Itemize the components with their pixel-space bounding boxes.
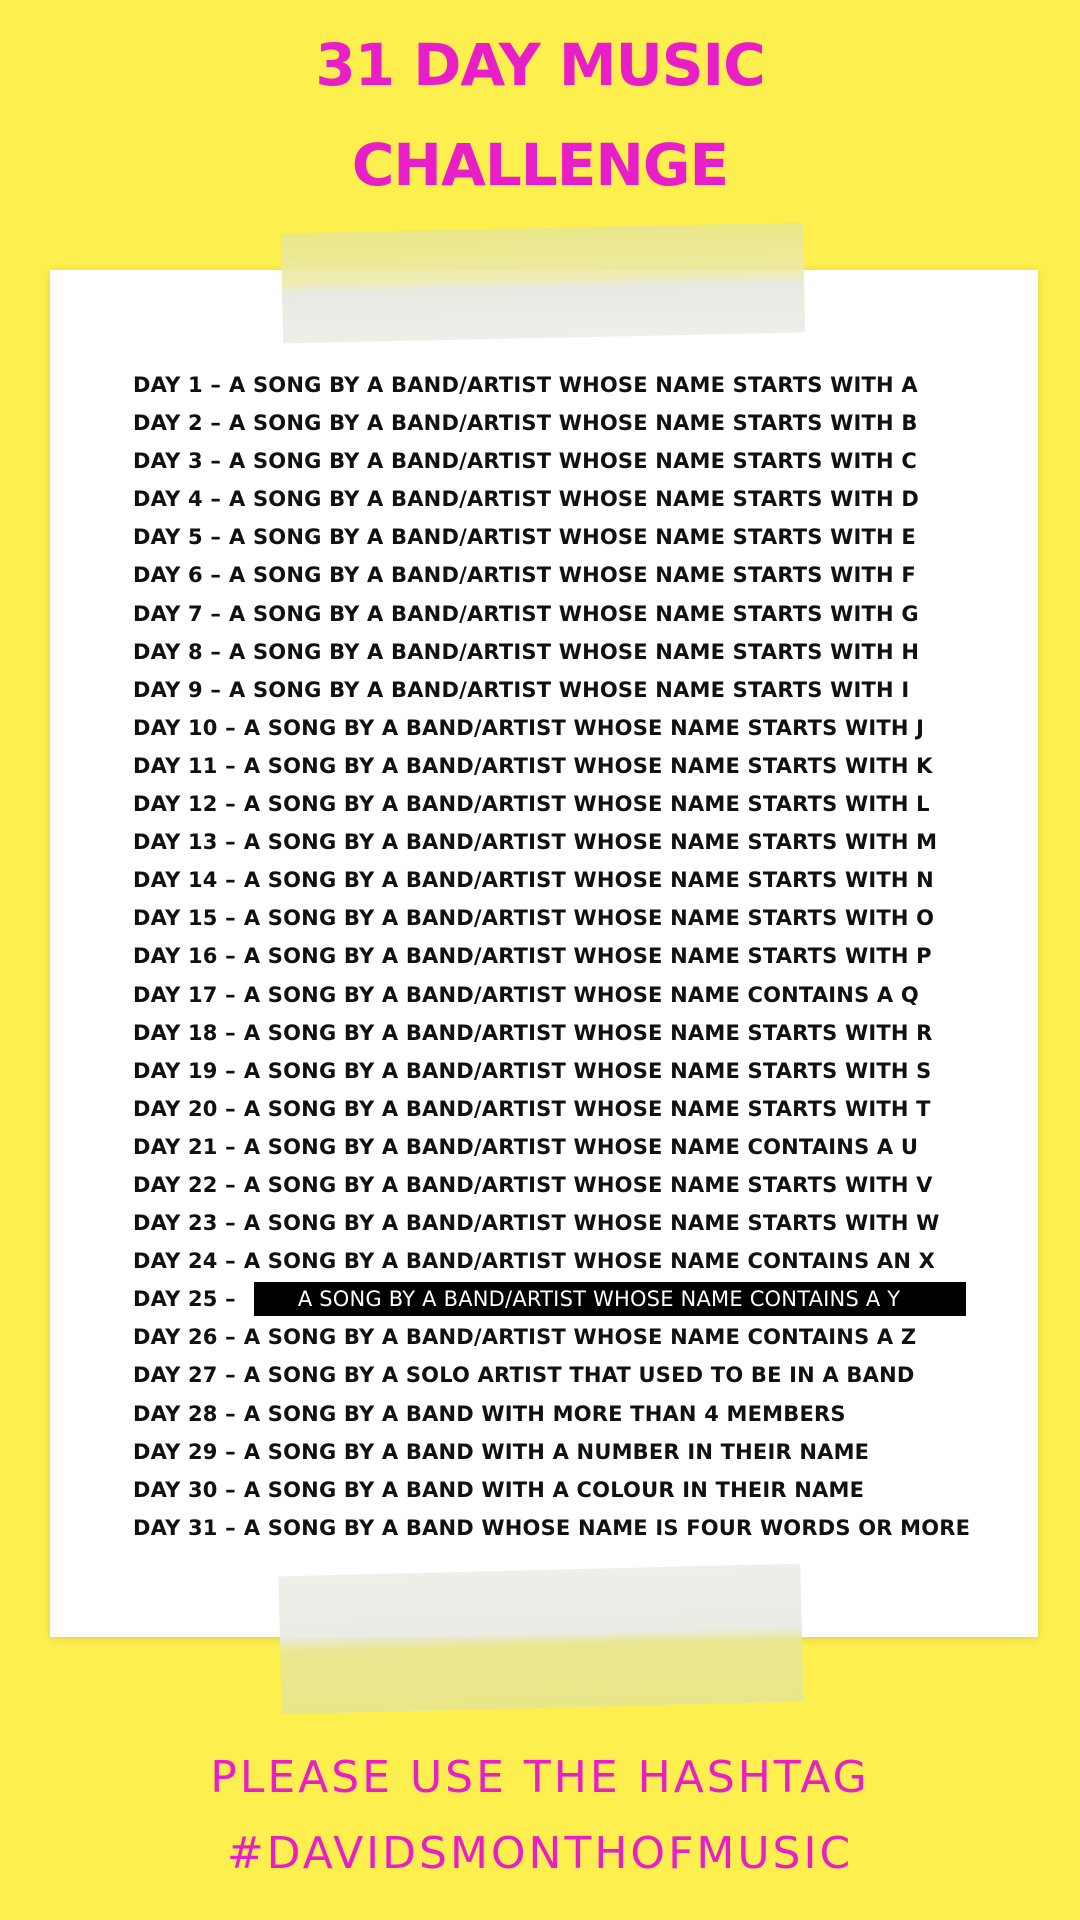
list-item bbox=[133, 633, 970, 671]
hashtag-prompt: PLEASE USE THE HASHTAG bbox=[210, 1752, 870, 1803]
day-label: DAY 2 – bbox=[133, 411, 222, 436]
list-item bbox=[133, 823, 970, 861]
day-label: DAY 14 – bbox=[133, 868, 236, 893]
day-label: DAY 10 – bbox=[133, 715, 236, 740]
list-item bbox=[133, 671, 970, 709]
challenge-text: A SONG BY A BAND WITH A COLOUR IN THEIR NAME bbox=[243, 1477, 865, 1502]
tape-top bbox=[281, 223, 805, 344]
challenge-text: A SONG BY A BAND/ARTIST WHOSE NAME STARTS WITH V bbox=[243, 1172, 933, 1197]
list-item bbox=[133, 1242, 970, 1280]
challenge-text: A SONG BY A BAND/ARTIST WHOSE NAME CONTAINS A Y bbox=[254, 1282, 966, 1316]
title-line-2: CHALLENGE bbox=[351, 131, 729, 199]
list-item bbox=[133, 1204, 970, 1242]
day-label: DAY 7 – bbox=[133, 601, 222, 626]
list-item bbox=[133, 518, 970, 556]
tape-bottom bbox=[278, 1564, 803, 1715]
challenge-text: A SONG BY A BAND/ARTIST WHOSE NAME STARTS WITH F bbox=[229, 563, 916, 588]
challenge-text: A SONG BY A BAND/ARTIST WHOSE NAME STARTS WITH T bbox=[243, 1096, 931, 1121]
challenge-text: A SONG BY A BAND/ARTIST WHOSE NAME STARTS WITH N bbox=[243, 868, 934, 893]
challenge-text: A SONG BY A BAND/ARTIST WHOSE NAME STARTS WITH G bbox=[229, 601, 919, 626]
list-item bbox=[133, 937, 970, 975]
day-label: DAY 11 – bbox=[133, 753, 236, 778]
day-label: DAY 26 – bbox=[133, 1325, 236, 1350]
challenge-text: A SONG BY A BAND/ARTIST WHOSE NAME CONTAINS A U bbox=[243, 1134, 919, 1159]
list-item bbox=[133, 480, 970, 518]
challenge-text: A SONG BY A BAND/ARTIST WHOSE NAME STARTS WITH E bbox=[229, 525, 916, 550]
hashtag: #DAVIDSMONTHOFMUSIC bbox=[226, 1828, 854, 1879]
list-item bbox=[133, 442, 970, 480]
list-item bbox=[133, 1356, 970, 1394]
day-label: DAY 1 – bbox=[133, 373, 222, 397]
challenge-text: A SONG BY A BAND/ARTIST WHOSE NAME CONTAINS A Q bbox=[243, 982, 919, 1007]
list-item bbox=[133, 1280, 970, 1318]
challenge-text: A SONG BY A BAND/ARTIST WHOSE NAME STARTS WITH A bbox=[229, 373, 918, 397]
day-label: DAY 24 – bbox=[133, 1249, 236, 1274]
list-item bbox=[133, 899, 970, 937]
challenge-text: A SONG BY A BAND/ARTIST WHOSE NAME STARTS WITH L bbox=[243, 792, 930, 817]
challenge-text: A SONG BY A BAND/ARTIST WHOSE NAME CONTAINS AN X bbox=[243, 1249, 936, 1274]
day-label: DAY 18 – bbox=[133, 1020, 236, 1045]
challenge-list bbox=[133, 366, 970, 1547]
challenge-text: A SONG BY A BAND/ARTIST WHOSE NAME STARTS WITH S bbox=[243, 1058, 932, 1083]
day-label: DAY 4 – bbox=[133, 487, 222, 512]
list-item bbox=[133, 709, 970, 747]
list-item bbox=[133, 976, 970, 1014]
day-label: DAY 15 – bbox=[133, 906, 236, 931]
challenge-text: A SONG BY A BAND/ARTIST WHOSE NAME STARTS WITH W bbox=[243, 1211, 940, 1236]
day-label: DAY 17 – bbox=[133, 982, 236, 1007]
list-item bbox=[133, 404, 970, 442]
list-item bbox=[133, 1509, 970, 1547]
challenge-text: A SONG BY A BAND/ARTIST WHOSE NAME STARTS WITH O bbox=[243, 906, 935, 931]
list-item bbox=[133, 1395, 970, 1433]
list-item bbox=[133, 1128, 970, 1166]
day-label: DAY 12 – bbox=[133, 792, 236, 817]
day-label: DAY 5 – bbox=[133, 525, 222, 550]
list-item bbox=[133, 1433, 970, 1471]
list-item bbox=[133, 366, 970, 404]
challenge-text: A SONG BY A BAND/ARTIST WHOSE NAME STARTS WITH K bbox=[243, 753, 933, 778]
challenge-text: A SONG BY A BAND/ARTIST WHOSE NAME CONTAINS A Z bbox=[243, 1325, 917, 1350]
day-label: DAY 22 – bbox=[133, 1172, 236, 1197]
day-label: DAY 19 – bbox=[133, 1058, 236, 1083]
challenge-text: A SONG BY A BAND/ARTIST WHOSE NAME STARTS WITH D bbox=[229, 487, 919, 512]
list-item bbox=[133, 1166, 970, 1204]
day-label: DAY 9 – bbox=[133, 677, 222, 702]
day-label: DAY 25 – bbox=[133, 1287, 236, 1312]
challenge-text: A SONG BY A BAND/ARTIST WHOSE NAME STARTS WITH I bbox=[229, 677, 910, 702]
list-item bbox=[133, 595, 970, 633]
challenge-text: A SONG BY A BAND/ARTIST WHOSE NAME STARTS WITH R bbox=[243, 1020, 933, 1045]
challenge-text: A SONG BY A BAND/ARTIST WHOSE NAME STARTS WITH C bbox=[229, 449, 917, 474]
list-item bbox=[133, 1318, 970, 1356]
day-label: DAY 20 – bbox=[133, 1096, 236, 1121]
challenge-text: A SONG BY A BAND WHOSE NAME IS FOUR WORDS OR MORE bbox=[243, 1515, 971, 1540]
day-label: DAY 27 – bbox=[133, 1363, 236, 1388]
challenge-text: A SONG BY A SOLO ARTIST THAT USED TO BE IN A BAND bbox=[243, 1363, 915, 1388]
list-item bbox=[133, 747, 970, 785]
list-item bbox=[133, 861, 970, 899]
list-item bbox=[133, 1471, 970, 1509]
day-label: DAY 21 – bbox=[133, 1134, 236, 1159]
list-item bbox=[133, 1052, 970, 1090]
day-label: DAY 3 – bbox=[133, 449, 222, 474]
title-line-1: 31 DAY MUSIC bbox=[315, 31, 765, 99]
day-label: DAY 13 – bbox=[133, 830, 236, 855]
challenge-text: A SONG BY A BAND WITH MORE THAN 4 MEMBERS bbox=[243, 1401, 846, 1426]
day-label: DAY 28 – bbox=[133, 1401, 236, 1426]
day-label: DAY 6 – bbox=[133, 563, 222, 588]
list-item bbox=[133, 1090, 970, 1128]
list-item bbox=[133, 556, 970, 594]
challenge-text: A SONG BY A BAND/ARTIST WHOSE NAME STARTS WITH H bbox=[229, 639, 920, 664]
challenge-text: A SONG BY A BAND WITH A NUMBER IN THEIR NAME bbox=[243, 1439, 870, 1464]
challenge-text: A SONG BY A BAND/ARTIST WHOSE NAME STARTS WITH M bbox=[243, 830, 938, 855]
list-item bbox=[133, 785, 970, 823]
challenge-text: A SONG BY A BAND/ARTIST WHOSE NAME STARTS WITH B bbox=[229, 411, 918, 436]
list-item bbox=[133, 1014, 970, 1052]
challenge-text: A SONG BY A BAND/ARTIST WHOSE NAME STARTS WITH P bbox=[243, 944, 932, 969]
day-label: DAY 31 – bbox=[133, 1515, 236, 1540]
challenge-text: A SONG BY A BAND/ARTIST WHOSE NAME STARTS WITH J bbox=[243, 715, 925, 740]
day-label: DAY 29 – bbox=[133, 1439, 236, 1464]
day-label: DAY 8 – bbox=[133, 639, 222, 664]
day-label: DAY 16 – bbox=[133, 944, 236, 969]
day-label: DAY 30 – bbox=[133, 1477, 236, 1502]
day-label: DAY 23 – bbox=[133, 1211, 236, 1236]
